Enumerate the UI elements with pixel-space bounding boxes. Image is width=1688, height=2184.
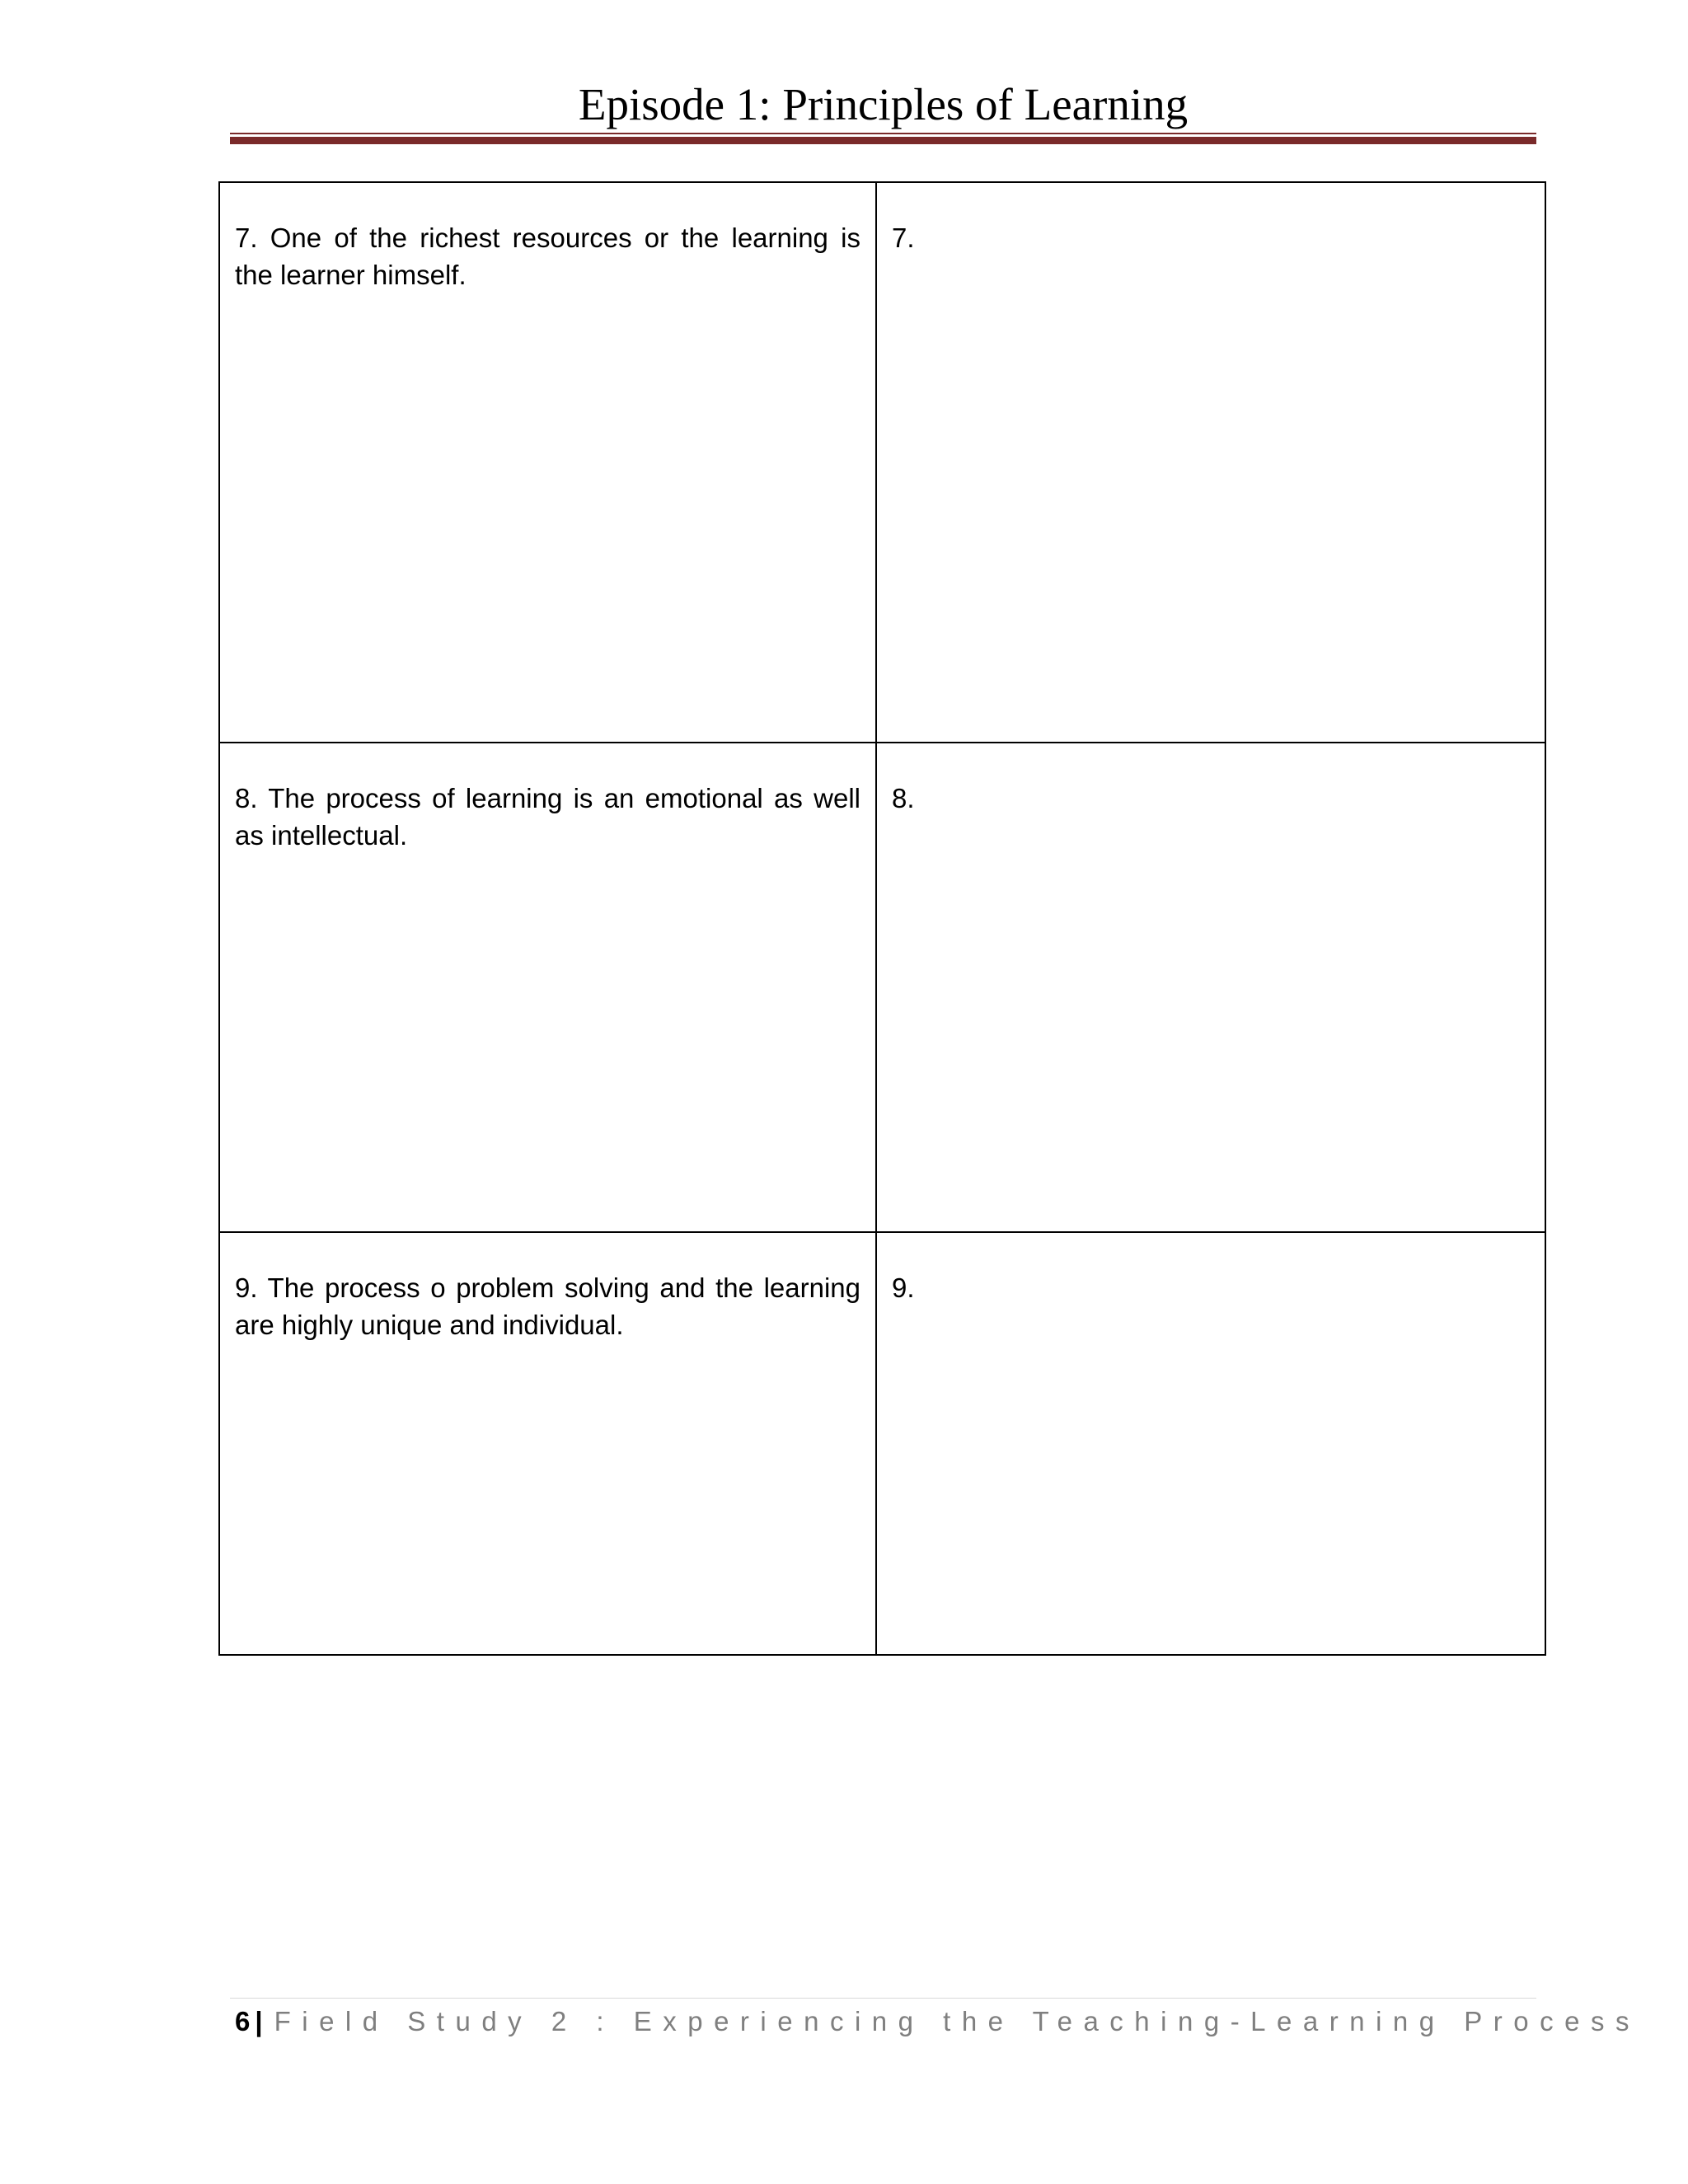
principle-cell-9: 9. The process o problem solving and the learning are highly unique and individual. bbox=[219, 1232, 876, 1655]
page-footer bbox=[235, 2003, 1640, 2040]
footer-separator: | bbox=[255, 2006, 263, 2036]
footer-text: Field Study 2 : Experiencing the Teaching-Learning Process bbox=[274, 2006, 1640, 2036]
page-number: 6 bbox=[235, 2006, 251, 2036]
response-cell-7[interactable]: 7. bbox=[876, 182, 1545, 743]
table-row bbox=[219, 743, 1545, 1232]
response-cell-8[interactable]: 8. bbox=[876, 743, 1545, 1232]
response-cell-9[interactable]: 9. bbox=[876, 1232, 1545, 1655]
principle-cell-8: 8. The process of learning is an emotional as well as intellectual. bbox=[219, 743, 876, 1232]
header-rule-thin bbox=[230, 133, 1536, 134]
principles-table bbox=[218, 181, 1546, 1656]
page-title: Episode 1: Principles of Learning bbox=[578, 79, 1189, 129]
principle-cell-7: 7. One of the richest resources or the learning is the learner himself. bbox=[219, 182, 876, 743]
table-row bbox=[219, 182, 1545, 743]
header-rule-thick bbox=[230, 137, 1536, 144]
table-row bbox=[219, 1232, 1545, 1655]
footer-rule bbox=[230, 1998, 1536, 1999]
